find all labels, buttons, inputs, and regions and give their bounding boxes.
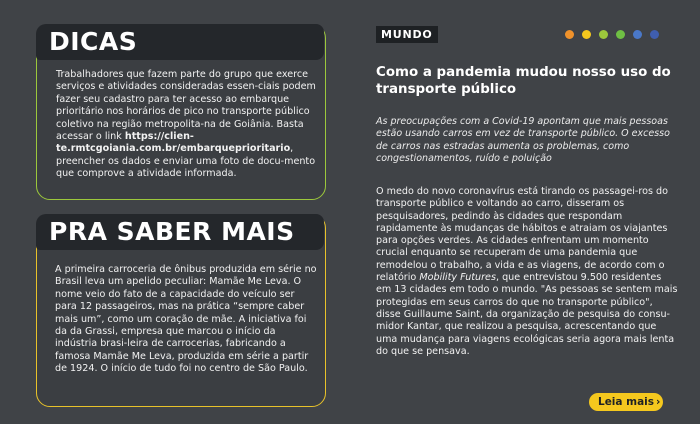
dicas-link[interactable]: https://clien-te.rmtcgoiania.com.br/embarqueprioritario <box>56 131 291 155</box>
article-text-2: , que entrevistou 9.500 residentes em 13 cidades em todo o mundo. "As pessoas se sentem mais protegidas em seus carros do que no transporte público", disse Guillaume Saint, da organização de pesquisa do consu-midor Kantar, que realizou a pesquisa, acrescentando que uma mudança para viagens ecológicas seria agora mais lenta do que se pensava. <box>376 272 678 357</box>
read-more-button[interactable] <box>589 393 663 411</box>
read-more-label: Leia mais <box>598 396 655 408</box>
dicas-text-1: Trabalhadores que fazem parte do grupo que exerce serviços e atividades consideradas essen-ciais podem fazer seu cadastro para ter acesso ao embarque prioritário nos horários de pico no transporte público coletivo na região metropolita-na de Goiânia. Basta acessar o link <box>56 69 316 143</box>
dicas-body <box>56 69 318 181</box>
article-lead: As preocupações com a Covid-19 apontam que mais pessoas estão usando carros em vez de transporte público. O excesso de carros nas estradas aumenta os problemas, como congestionamentos, ruído e poluição <box>376 116 670 165</box>
article-text-1: O medo do novo coronavírus está tirando os passagei-ros do transporte público e voltando ao carro, disseram os pesquisadores, pedindo às cidades que respondam rapidamente às mudanças de hábitos e atraiam os viajantes para opções verdes. As cidades enfrentam um momento crucial enquanto se recuperam de uma pandemia que remodelou o trabalho, a vida e as viagens, de acordo com o relatório <box>376 186 668 284</box>
dot-orange <box>565 30 574 39</box>
pra-saber-mais-card <box>36 214 326 407</box>
article-headline: Como a pandemia mudou nosso uso do transporte público <box>376 65 671 97</box>
dot-green <box>616 30 625 39</box>
dot-lime <box>599 30 608 39</box>
section-tag: MUNDO <box>376 26 438 43</box>
dot-yellow <box>582 30 591 39</box>
report-name: Mobility Futures <box>419 272 496 284</box>
pra-saber-mais-title: PRA SABER MAIS <box>36 214 324 250</box>
dot-dark-blue <box>650 30 659 39</box>
dicas-card <box>36 24 326 200</box>
article-body <box>376 186 678 358</box>
chevron-right-icon: › <box>656 396 661 408</box>
pra-saber-mais-body: A primeira carroceria de ônibus produzida em série no Brasil leva um apelido peculiar: Mamãe Me Leva. O nome veio do fato de a capacidade do veículo ser para 12 passageiros, mas na prática “sempre caber mais um”, como um coração de mãe. A iniciativa foi da da Grassi, empresa que marcou o início da indústria brasi-leira de carrocerias, fabricando a famosa Mamãe Me Leva, produzida em série a partir de 1924. O início de tudo foi no centro de São Paulo. <box>55 264 317 375</box>
dicas-title: DICAS <box>36 24 324 60</box>
dicas-text-2: , preencher os dados e enviar uma foto de docu-mento que comprove a atividade informada. <box>56 143 316 180</box>
color-dots <box>565 30 665 40</box>
dot-blue <box>633 30 642 39</box>
